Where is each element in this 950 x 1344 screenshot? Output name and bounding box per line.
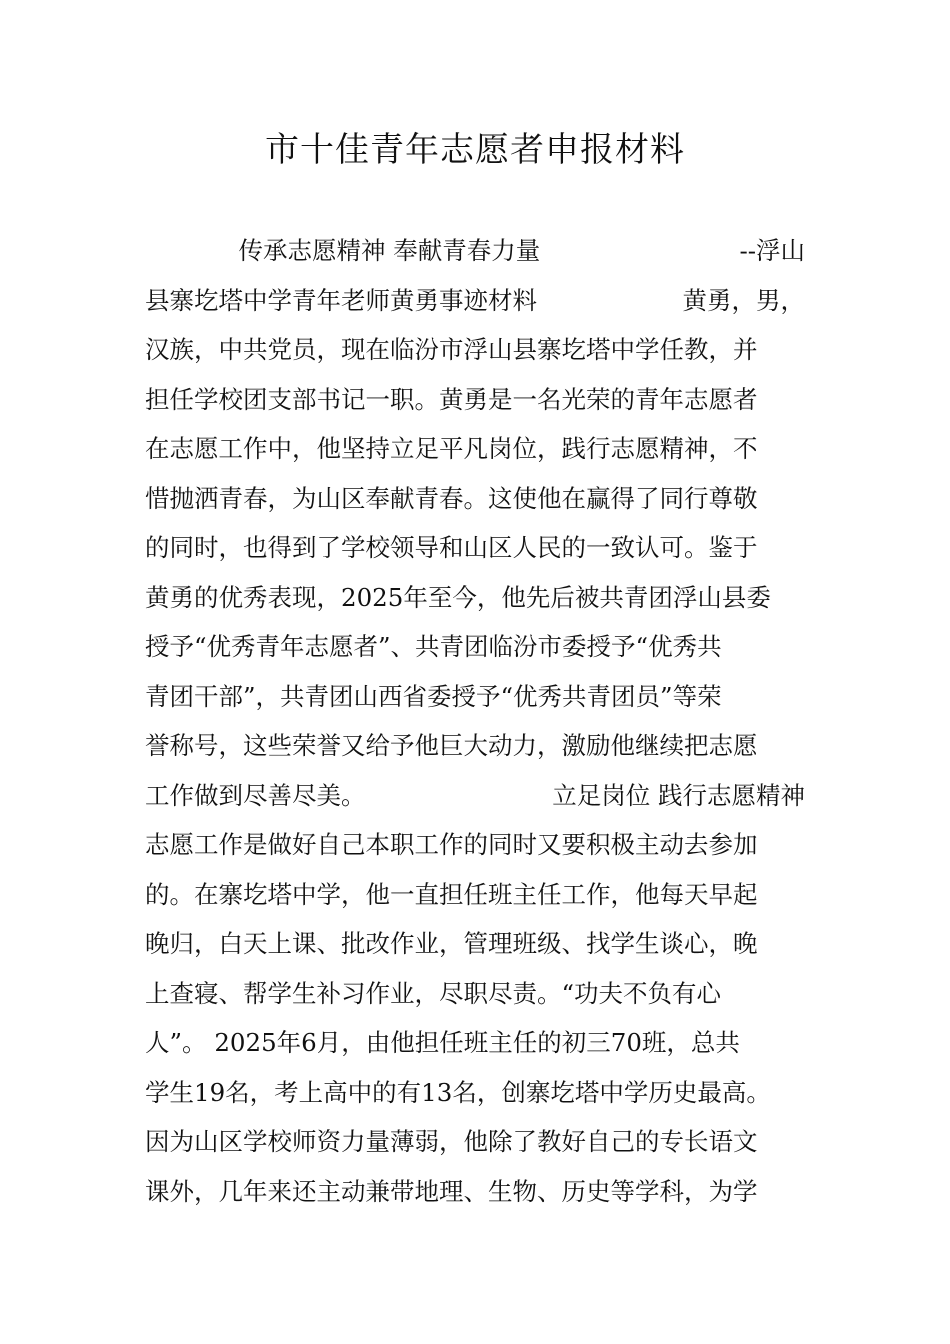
text-segment: 黄勇的优秀表现，2025年至今，他先后被共青团浮山县委 bbox=[145, 582, 771, 612]
text-line bbox=[145, 423, 805, 473]
text-segment: 课外，几年来还主动兼带地理、生物、历史等学科，为学 bbox=[145, 1176, 758, 1206]
text-line bbox=[145, 621, 805, 671]
text-segment: 工作做到尽善尽美。 bbox=[145, 780, 366, 810]
text-segment: 人”。 2025年6月，由他担任班主任的初三70班，总共 bbox=[145, 1028, 740, 1058]
text-segment: 的。在寨圪塔中学，他一直担任班主任工作，他每天早起 bbox=[145, 879, 758, 909]
text-line bbox=[145, 968, 805, 1018]
text-segment: 上查寝、帮学生补习作业，尽职尽责。“功夫不负有心 bbox=[145, 978, 722, 1008]
document-title: 市十佳青年志愿者申报材料 bbox=[265, 130, 685, 170]
text-line bbox=[145, 1067, 805, 1117]
text-segment: 黄勇，男， bbox=[682, 285, 805, 315]
text-segment: 授予“优秀青年志愿者”、共青团临汾市委授予“优秀共 bbox=[145, 632, 722, 662]
text-line bbox=[145, 275, 805, 325]
text-line bbox=[145, 819, 805, 869]
text-segment: 的同时，也得到了学校领导和山区人民的一致认可。鉴于 bbox=[145, 533, 758, 563]
text-line bbox=[145, 374, 805, 424]
text-line bbox=[145, 473, 805, 523]
section-heading: 立足岗位 践行志愿精神 bbox=[552, 780, 805, 810]
text-segment: 在志愿工作中，他坚持立足平凡岗位，践行志愿精神，不 bbox=[145, 434, 758, 464]
text-segment: 志愿工作是做好自己本职工作的同时又要积极主动去参加 bbox=[145, 830, 758, 860]
text-line bbox=[145, 522, 805, 572]
text-segment: 青团干部”，共青团山西省委授予“优秀共青团员”等荣 bbox=[145, 681, 722, 711]
text-line bbox=[145, 1116, 805, 1166]
text-segment: 晚归，白天上课、批改作业，管理班级、找学生谈心，晚 bbox=[145, 929, 758, 959]
text-segment: 县寨圪塔中学青年老师黄勇事迹材料 bbox=[145, 285, 537, 315]
text-line bbox=[145, 720, 805, 770]
text-line bbox=[145, 1017, 805, 1067]
text-line bbox=[145, 869, 805, 919]
text-line bbox=[145, 225, 805, 275]
text-segment: --浮山 bbox=[739, 236, 805, 266]
text-line bbox=[145, 572, 805, 622]
text-segment: 汉族，中共党员，现在临汾市浮山县寨圪塔中学任教，并 bbox=[145, 335, 758, 365]
document-body bbox=[145, 225, 805, 1215]
text-segment: 传承志愿精神 奉献青春力量 bbox=[145, 236, 541, 266]
text-segment: 因为山区学校师资力量薄弱，他除了教好自己的专长语文 bbox=[145, 1127, 758, 1157]
text-line bbox=[145, 770, 805, 820]
text-line bbox=[145, 1166, 805, 1216]
text-line bbox=[145, 671, 805, 721]
text-segment: 担任学校团支部书记一职。黄勇是一名光荣的青年志愿者 bbox=[145, 384, 758, 414]
text-line bbox=[145, 918, 805, 968]
text-segment: 学生19名，考上高中的有13名，创寨圪塔中学历史最高。 bbox=[145, 1077, 771, 1107]
text-line bbox=[145, 324, 805, 374]
text-segment: 誉称号，这些荣誉又给予他巨大动力，激励他继续把志愿 bbox=[145, 731, 758, 761]
text-segment: 惜抛洒青春，为山区奉献青春。这使他在赢得了同行尊敬 bbox=[145, 483, 758, 513]
